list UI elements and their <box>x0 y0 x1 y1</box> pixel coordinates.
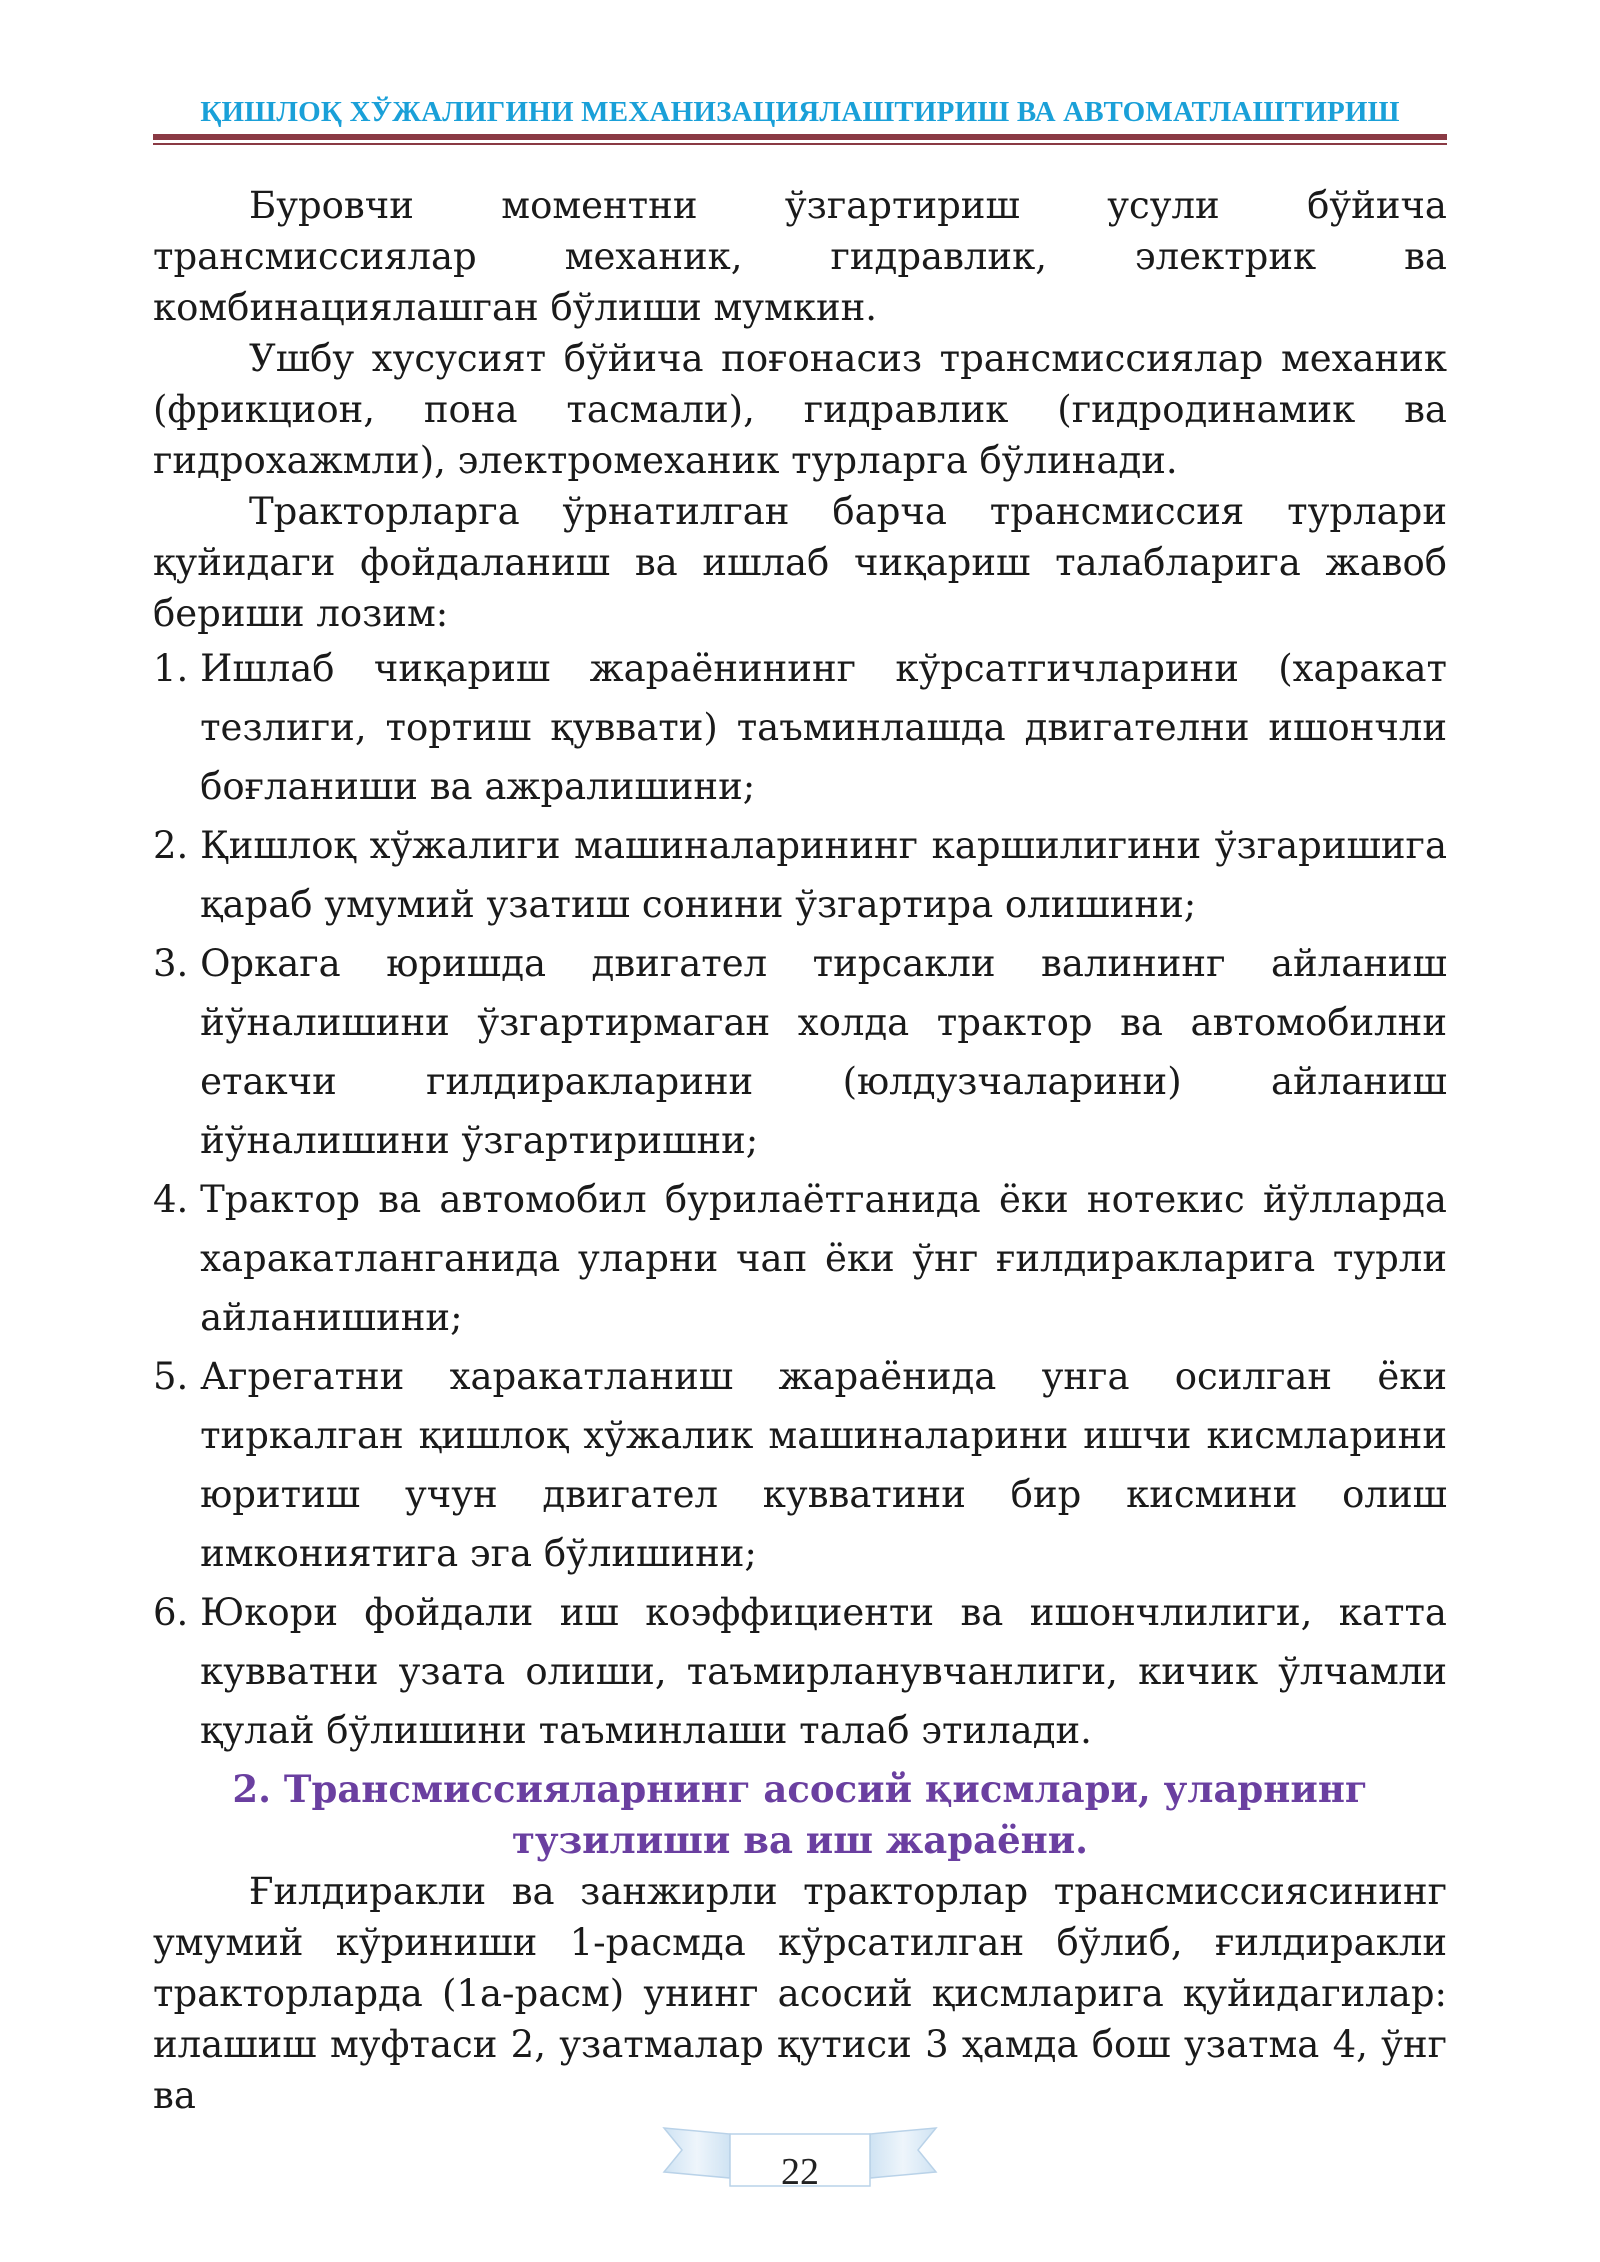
header-rule-thin <box>153 143 1447 145</box>
list-number: 2. <box>153 824 201 867</box>
list-number: 6. <box>153 1591 201 1634</box>
paragraph-3: Тракторларга ўрнатилган барча трансмиссия турлари қуйидаги фойдаланиш ва ишлаб чиқариш талабларига жавоб бериши лозим: <box>153 490 1447 635</box>
running-header-title: ҚИШЛОҚ ХЎЖАЛИГИНИ МЕХАНИЗАЦИЯЛАШТИРИШ ВА АВТОМАТЛАШТИРИШ <box>200 96 1400 128</box>
list-text: Агрегатни харакатланиш жараёнида унга осилган ёки тиркалган қишлоқ хўжалик машиналарини ишчи кисмларини юритиш учун двигател кувватини бир кисмини олиш имкониятига эга бўлишини; <box>200 1355 1447 1575</box>
list-item <box>153 816 1447 934</box>
paragraph-4: Ғилдиракли ва занжирли тракторлар трансмиссиясининг умумий кўриниши 1-расмда кўрсатилган бўлиб, ғилдиракли тракторларда (1а-расм) унинг асосий қисмларига қуйидагилар: илашиш муфтаси 2, узатмалар қутиси 3 ҳамда бош узатма 4, ўнг ва <box>153 1870 1447 2117</box>
page-number: 22 <box>781 2151 819 2193</box>
list-text: Оркага юришда двигател тирсакли валининг айланиш йўналишини ўзгартирмаган холда трактор ва автомобилни етакчи гилдиракларини (юлдузчаларини) айланиш йўналишини ўзгартиришни; <box>200 942 1447 1162</box>
header-rule-thick <box>153 134 1447 140</box>
list-number: 1. <box>153 647 201 690</box>
list-text: Трактор ва автомобил бурилаётганида ёки нотекис йўлларда харакатланганида уларни чап ёки ўнг ғилдиракларига турли айланишини; <box>200 1178 1447 1339</box>
list-number: 4. <box>153 1178 201 1221</box>
page-content <box>153 180 1447 2121</box>
list-item <box>153 639 1447 816</box>
list-item <box>153 1170 1447 1347</box>
paragraph-2: Ушбу хусусият бўйича поғонасиз трансмиссиялар механик (фрикцион, пона тасмали), гидравлик (гидродинамик ва гидрохажмли), электромеханик турларга бўлинади. <box>153 337 1447 482</box>
list-number: 3. <box>153 942 201 985</box>
paragraph-1: Буровчи моментни ўзгартириш усули бўйича трансмиссиялар механик, гидравлик, электрик ва комбинациялашган бўлиши мумкин. <box>153 184 1447 329</box>
list-text: Юкори фойдали иш коэффициенти ва ишончлилиги, катта кувватни узата олиши, таъмирланувчанлиги, кичик ўлчамли қулай бўлишини таъминлаши талаб этилади. <box>200 1591 1447 1752</box>
list-number: 5. <box>153 1355 201 1398</box>
list-item <box>153 934 1447 1170</box>
list-text: Ишлаб чиқариш жараёнининг кўрсатгичларини (харакат тезлиги, тортиш қуввати) таъминлашда двигателни ишончли боғланиши ва ажралишини; <box>200 647 1447 808</box>
list-item <box>153 1347 1447 1583</box>
section-heading: 2. Трансмиссияларнинг асосий қисмлари, уларнинг тузилиши ва иш жараёни. <box>232 1767 1368 1862</box>
list-text: Қишлоқ хўжалиги машиналарининг каршилигини ўзгаришига қараб умумий узатиш сонини ўзгартира олишини; <box>200 824 1447 926</box>
list-item <box>153 1583 1447 1760</box>
